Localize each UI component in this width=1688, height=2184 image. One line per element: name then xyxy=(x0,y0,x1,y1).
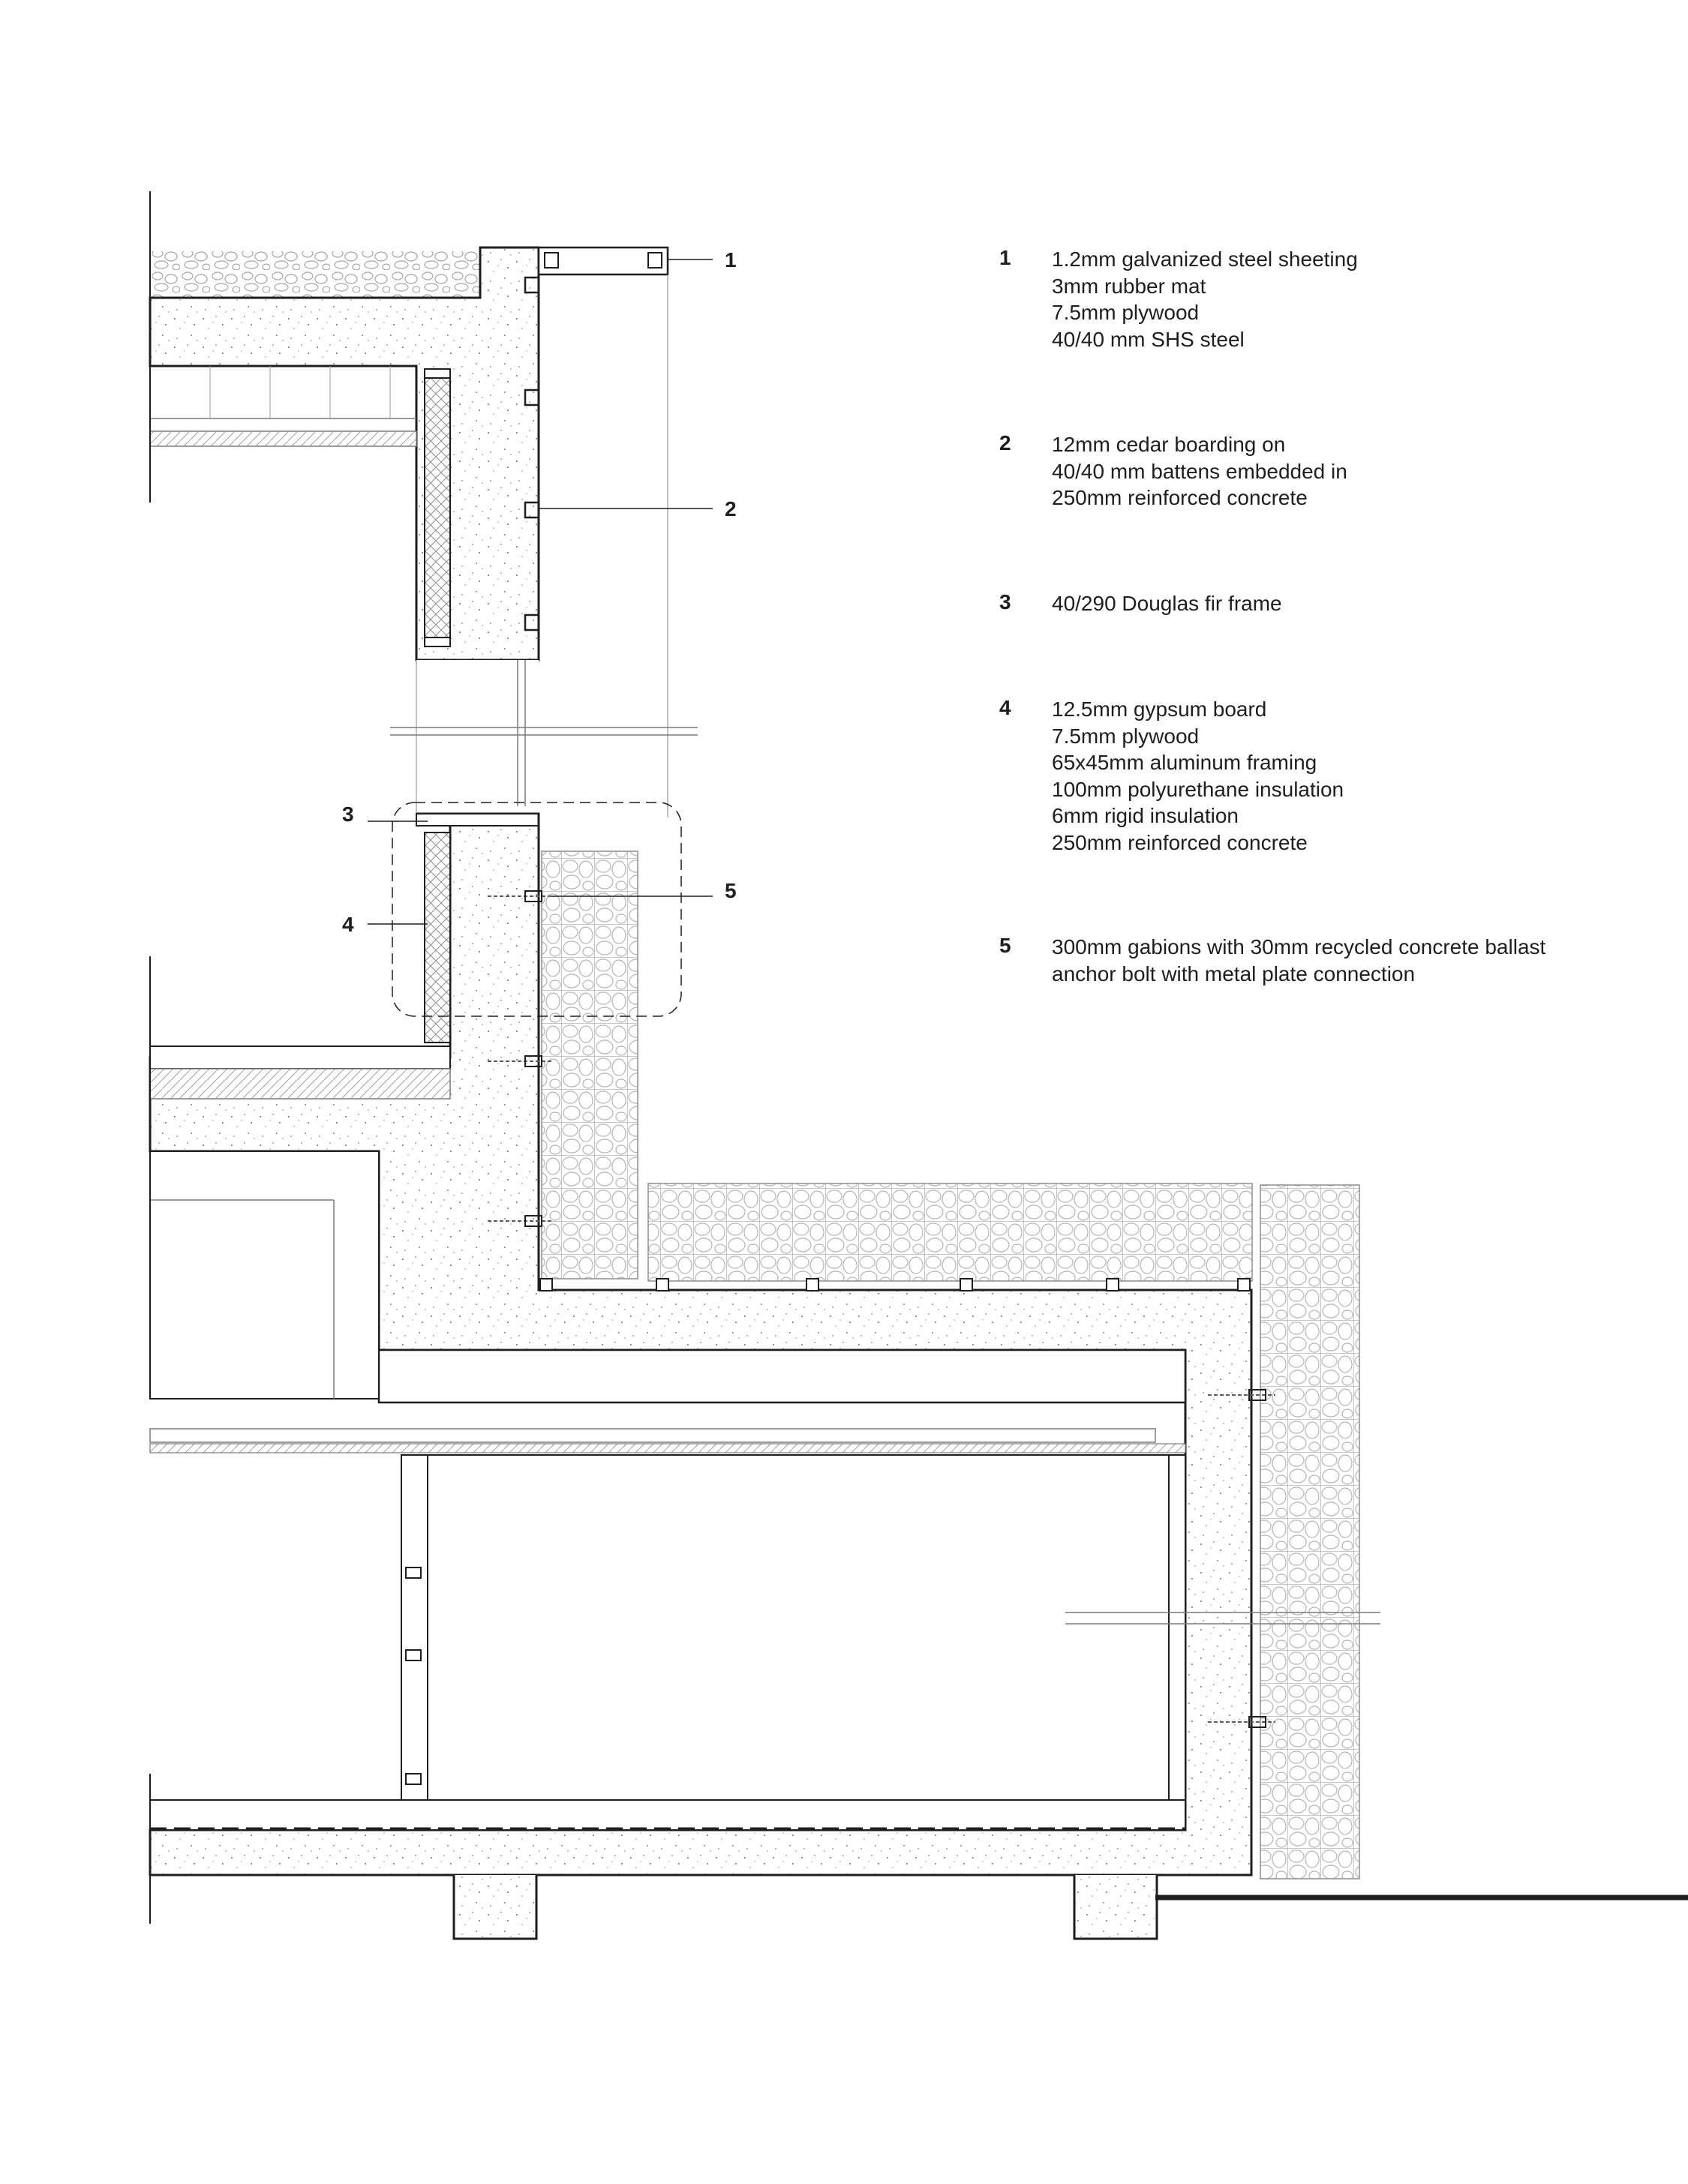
lower-interior-column xyxy=(401,1455,428,1800)
legend-description xyxy=(1052,431,1347,512)
upper-ceiling xyxy=(150,366,416,446)
legend-line: 65x45mm aluminum framing xyxy=(1052,751,1317,774)
upper-concrete-wall xyxy=(150,248,539,660)
legend-line: anchor bolt with metal plate connection xyxy=(1052,962,1416,986)
legend-line: 7.5mm plywood xyxy=(1052,724,1200,748)
legend-description xyxy=(1052,590,1282,617)
foundation-footings xyxy=(454,1875,1157,1939)
middle-floor-slab xyxy=(150,1046,450,1099)
legend-line: 12.5mm gypsum board xyxy=(1052,698,1267,721)
callout-5-marker: 5 xyxy=(725,879,737,902)
legend-number: 1 xyxy=(999,246,1011,269)
legend-description xyxy=(1052,696,1344,856)
callout-3-marker: 3 xyxy=(342,802,354,826)
upper-insulation-layer xyxy=(425,369,450,646)
legend-line: 100mm polyurethane insulation xyxy=(1052,777,1344,801)
legend-line: 3mm rubber mat xyxy=(1052,274,1206,298)
legend-line: 40/290 Douglas fir frame xyxy=(1052,592,1282,615)
callout-2-marker: 2 xyxy=(725,497,737,520)
legend-line: 250mm reinforced concrete xyxy=(1052,486,1308,509)
legend-line: 7.5mm plywood xyxy=(1052,301,1200,324)
floor-slab-bottom xyxy=(150,1800,1185,1830)
legend-line: 250mm reinforced concrete xyxy=(1052,830,1308,854)
roof-gravel-layer xyxy=(150,251,480,298)
legend-line: 6mm rigid insulation xyxy=(1052,804,1239,827)
callout-1-marker: 1 xyxy=(725,248,737,272)
legend-description xyxy=(1052,934,1545,987)
legend-number: 5 xyxy=(999,934,1011,957)
legend-number: 2 xyxy=(999,431,1011,454)
legend-line: 40/40 mm battens embedded in xyxy=(1052,459,1347,483)
gabion-horizontal xyxy=(648,1184,1252,1281)
legend-line: 1.2mm galvanized steel sheeting xyxy=(1052,248,1358,271)
legend-number: 4 xyxy=(999,696,1011,719)
legend-line: 12mm cedar boarding on xyxy=(1052,433,1286,456)
legend-number: 3 xyxy=(999,590,1011,614)
gabion-vertical xyxy=(542,851,638,1279)
legend-line: 300mm gabions with 30mm recycled concrete ballast xyxy=(1052,935,1546,958)
callout-4-marker: 4 xyxy=(342,913,354,936)
left-room-upper xyxy=(150,1151,379,1399)
roof-edge-steel-frame xyxy=(539,248,668,818)
window-opening xyxy=(390,660,698,818)
legend-description xyxy=(1052,246,1358,352)
gabion-right-column xyxy=(1260,1185,1359,1879)
lower-room-interior xyxy=(428,1455,1185,1830)
legend-line: 40/40 mm SHS steel xyxy=(1052,327,1245,351)
